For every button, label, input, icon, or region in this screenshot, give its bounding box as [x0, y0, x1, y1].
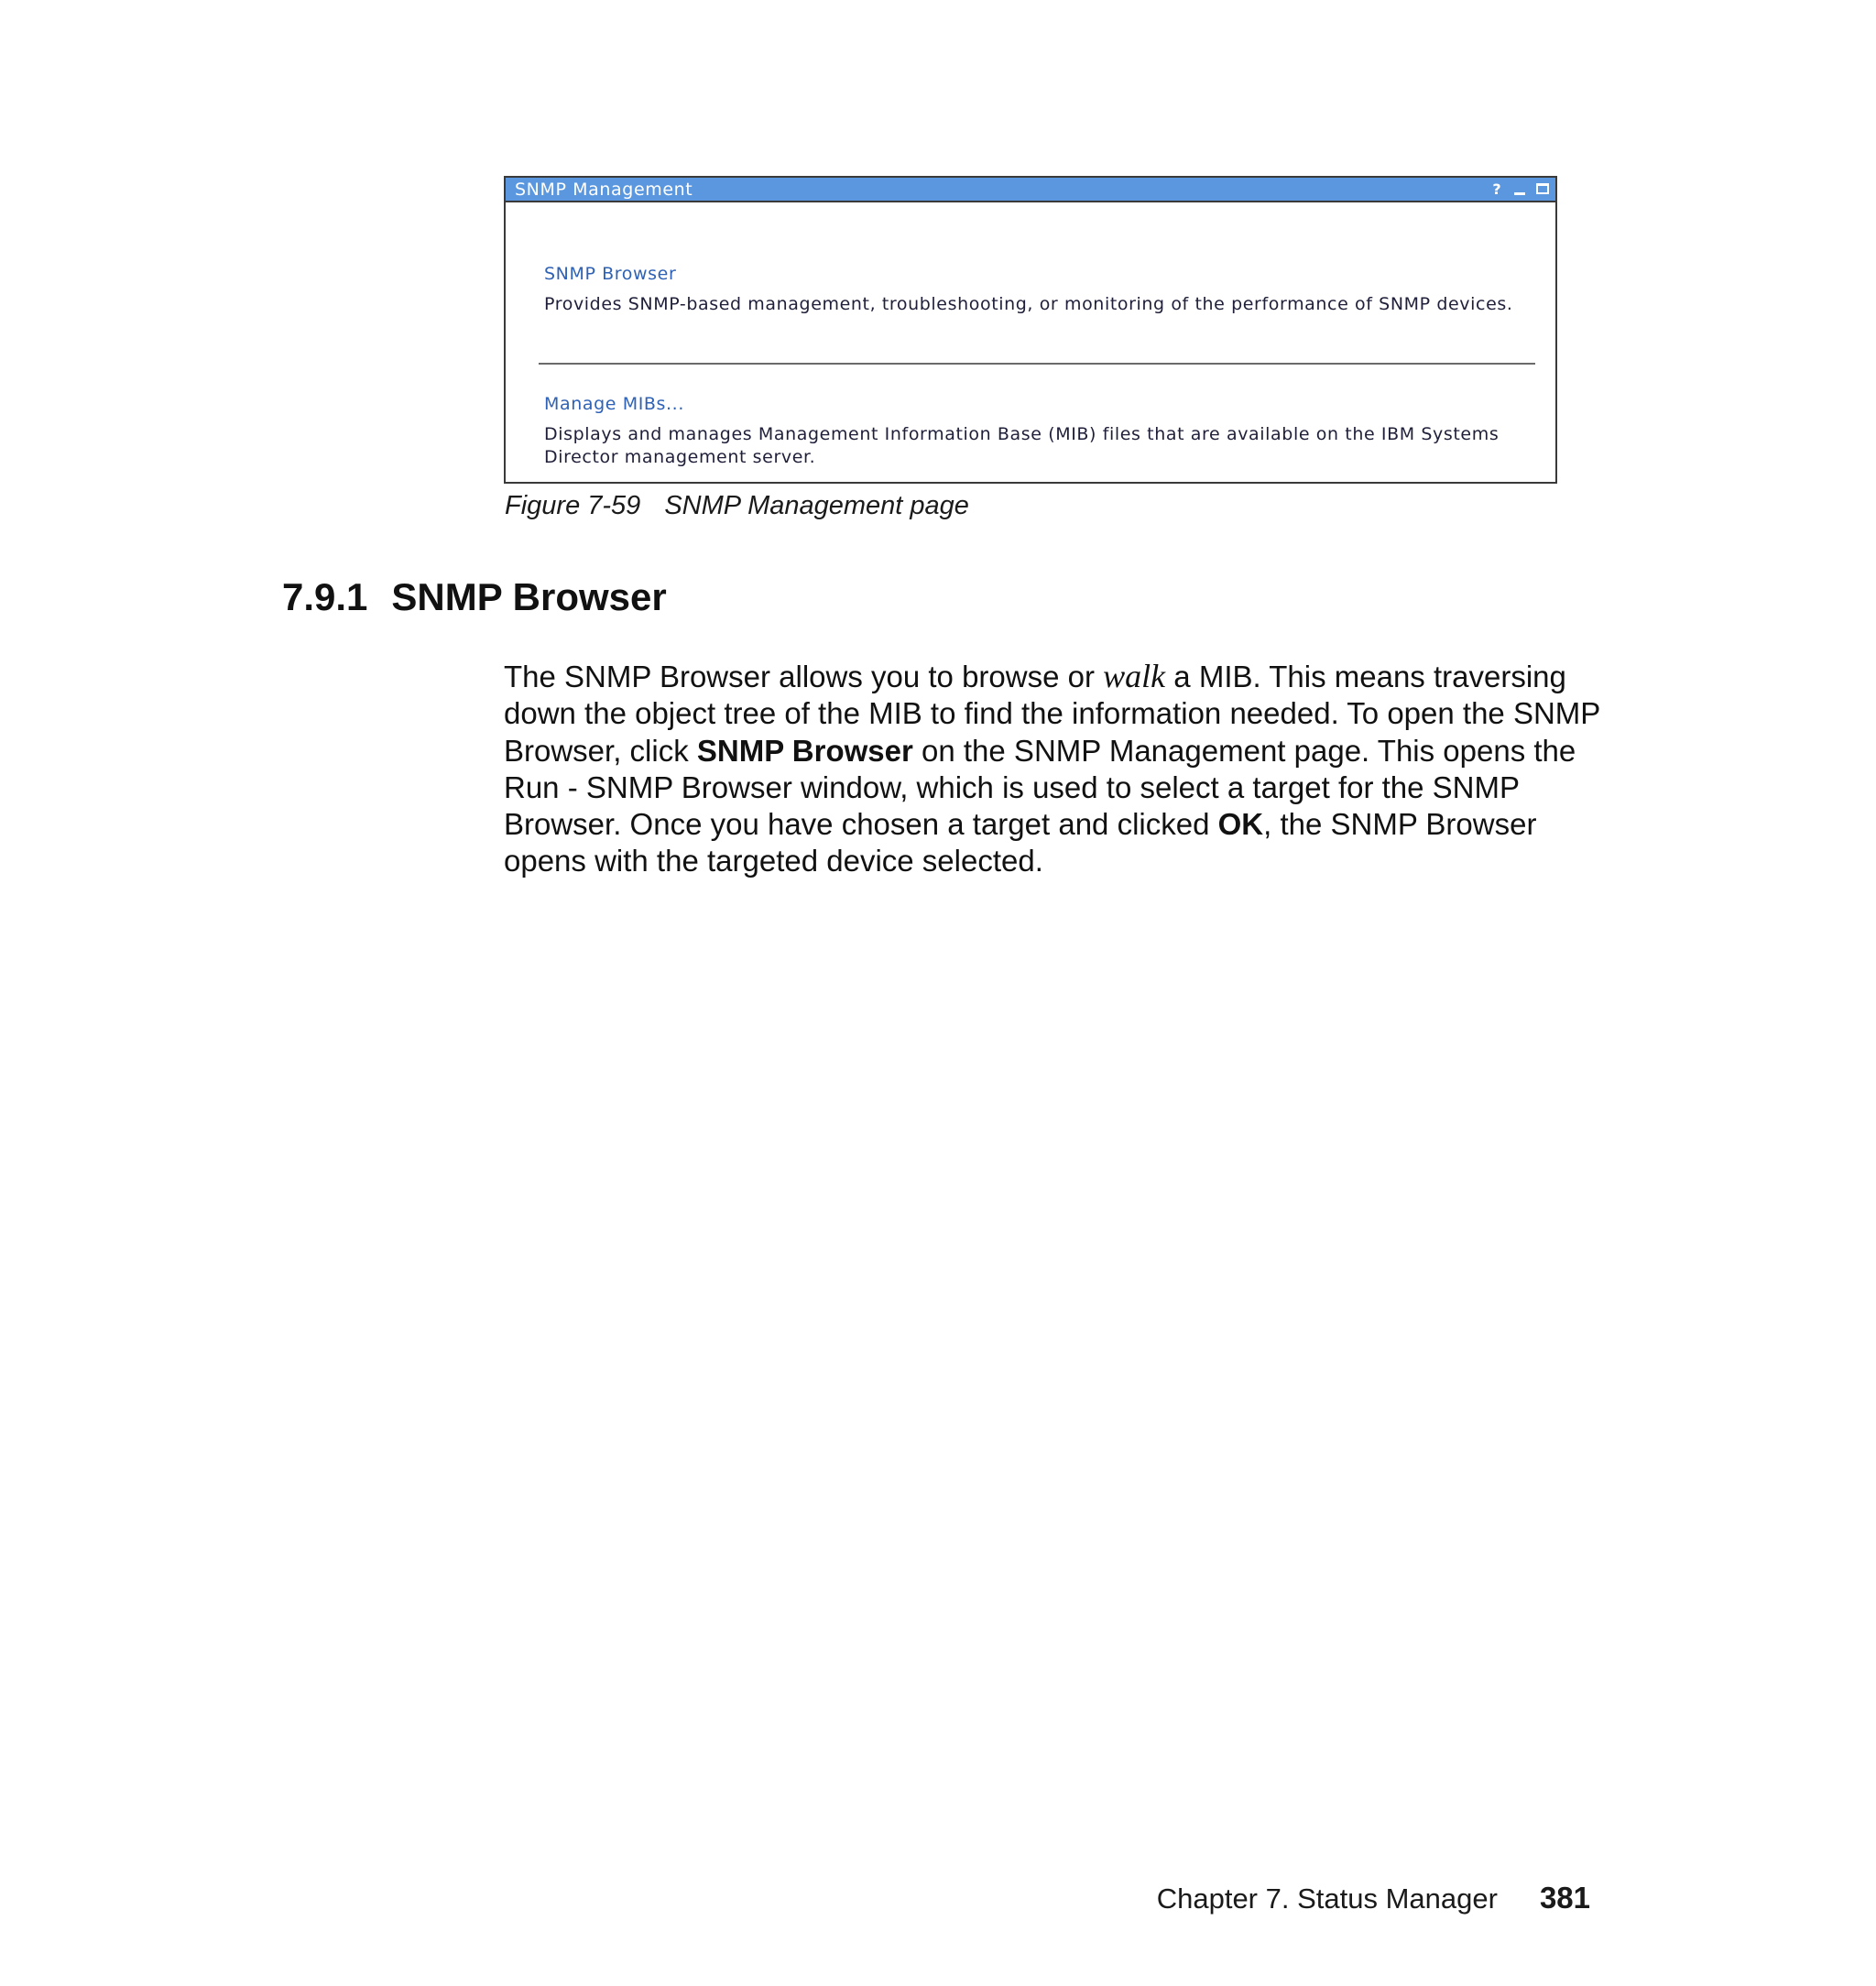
para-bold-snmp-browser: SNMP Browser — [696, 733, 913, 768]
section-heading — [282, 575, 667, 619]
figure-caption-text: SNMP Management page — [664, 491, 969, 520]
figure-caption — [505, 491, 969, 521]
manage-mibs-description: Displays and manages Management Information Base (MIB) files that are available on the IBM Systems Director management server. — [544, 424, 1500, 467]
help-icon[interactable]: ? — [1492, 180, 1501, 198]
manage-mibs-link[interactable]: Manage MIBs... — [544, 394, 684, 414]
page-number: 381 — [1539, 1881, 1590, 1915]
snmp-management-portlet — [504, 176, 1557, 484]
entry-snmp-browser — [544, 264, 1533, 316]
entry-manage-mibs — [544, 394, 1533, 469]
entry-separator — [539, 363, 1535, 365]
body-paragraph — [504, 658, 1603, 880]
maximize-icon[interactable] — [1533, 180, 1552, 198]
section-number: 7.9.1 — [282, 575, 368, 618]
para-text-1: The SNMP Browser allows you to browse or — [504, 660, 1104, 693]
para-bold-ok: OK — [1217, 807, 1264, 842]
portlet-titlebar — [506, 178, 1555, 202]
footer-chapter: Chapter 7. Status Manager — [1156, 1882, 1498, 1915]
portlet-controls — [1488, 180, 1552, 198]
para-text-3: on the SNMP Management page. This opens the Run - SNMP Browser window, which is used to select a target for the SNMP Browser. Once you have chosen a target and clicked — [504, 733, 1576, 842]
snmp-browser-link[interactable]: SNMP Browser — [544, 264, 677, 284]
snmp-browser-description: Provides SNMP-based management, troubleshooting, or monitoring of the performance of SNMP devices. — [544, 294, 1513, 314]
para-text-4: , the SNMP Browser opens with the targeted device selected. — [504, 807, 1537, 878]
portlet-title: SNMP Management — [515, 180, 693, 200]
figure-number: Figure 7-59 — [505, 491, 641, 520]
para-italic-walk: walk — [1103, 658, 1166, 694]
page-footer — [1157, 1881, 1590, 1915]
para-text-2: a MIB. This means traversing down the object tree of the MIB to find the information needed. To open the SNMP Browser, click — [504, 660, 1600, 768]
minimize-icon[interactable] — [1511, 180, 1529, 198]
section-title: SNMP Browser — [391, 575, 667, 618]
